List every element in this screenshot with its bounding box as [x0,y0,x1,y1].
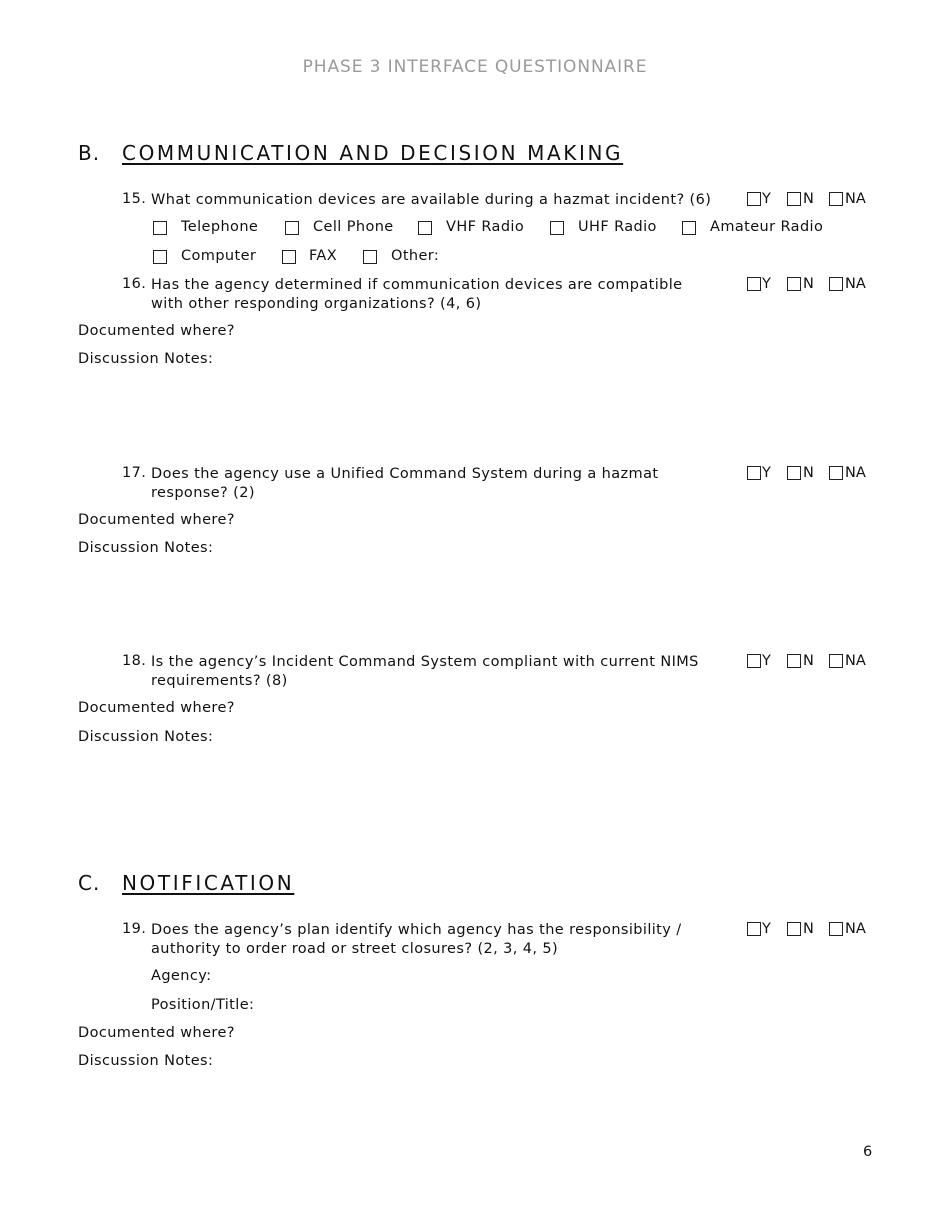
device-fax-label: FAX [309,248,338,264]
q19-discussion-notes: Discussion Notes: [78,1053,214,1069]
device-uhf-radio-label: UHF Radio [578,219,657,235]
section-c-title: NOTIFICATION [122,871,295,895]
q18-na-checkbox[interactable] [829,654,843,668]
q18-documented-where: Documented where? [78,700,235,716]
section-c-letter: C. [78,871,101,895]
question-15-number: 15. [122,191,147,207]
q19-na-label: NA [845,921,866,937]
q16-na-checkbox[interactable] [829,277,843,291]
q16-yes-label: Y [762,276,771,292]
q19-no-label: N [803,921,814,937]
q17-documented-where: Documented where? [78,512,235,528]
question-17-number: 17. [122,465,147,481]
q15-yes-checkbox[interactable] [747,192,761,206]
device-other-label: Other: [391,248,440,264]
q17-discussion-notes: Discussion Notes: [78,540,214,556]
device-computer-checkbox[interactable] [153,250,167,264]
section-b-title: COMMUNICATION AND DECISION MAKING [122,141,624,165]
question-15-text: What communication devices are available during a hazmat incident? (6) [151,192,712,208]
section-b-letter: B. [78,141,101,165]
device-computer-label: Computer [181,248,257,264]
document-header: PHASE 3 INTERFACE QUESTIONNAIRE [302,57,648,77]
q18-discussion-notes: Discussion Notes: [78,729,214,745]
question-16-text: Has the agency determined if communication devices are compatible with other responding organizations? (4, 6) [151,277,683,312]
q16-documented-where: Documented where? [78,323,235,339]
q19-documented-where: Documented where? [78,1025,235,1041]
device-amateur-radio-checkbox[interactable] [682,221,696,235]
q16-no-label: N [803,276,814,292]
q19-na-checkbox[interactable] [829,922,843,936]
device-cell-phone-checkbox[interactable] [285,221,299,235]
q17-na-label: NA [845,465,866,481]
q18-no-label: N [803,653,814,669]
question-17-text: Does the agency use a Unified Command System during a hazmat response? (2) [151,466,659,501]
q18-no-checkbox[interactable] [787,654,801,668]
q17-no-label: N [803,465,814,481]
q17-yes-label: Y [762,465,771,481]
q19-no-checkbox[interactable] [787,922,801,936]
q15-yes-label: Y [762,191,771,207]
q17-na-checkbox[interactable] [829,466,843,480]
q19-yes-checkbox[interactable] [747,922,761,936]
q19-agency-label: Agency: [151,968,212,984]
q18-yes-label: Y [762,653,771,669]
device-telephone-checkbox[interactable] [153,221,167,235]
q15-na-label: NA [845,191,866,207]
question-18-number: 18. [122,653,147,669]
q16-discussion-notes: Discussion Notes: [78,351,214,367]
q15-na-checkbox[interactable] [829,192,843,206]
q15-no-label: N [803,191,814,207]
device-cell-phone-label: Cell Phone [313,219,394,235]
device-amateur-radio-label: Amateur Radio [710,219,824,235]
q16-yes-checkbox[interactable] [747,277,761,291]
q19-yes-label: Y [762,921,771,937]
device-vhf-radio-label: VHF Radio [446,219,525,235]
question-19-number: 19. [122,921,147,937]
device-other-checkbox[interactable] [363,250,377,264]
question-18-text: Is the agency’s Incident Command System compliant with current NIMS requirements? (8) [151,654,699,689]
q17-yes-checkbox[interactable] [747,466,761,480]
q15-no-checkbox[interactable] [787,192,801,206]
q18-yes-checkbox[interactable] [747,654,761,668]
q19-position-title-label: Position/Title: [151,997,255,1013]
page-number: 6 [863,1144,873,1160]
question-16-number: 16. [122,276,147,292]
device-fax-checkbox[interactable] [282,250,296,264]
question-19-text: Does the agency’s plan identify which agency has the responsibility / authority to order road or street closures? (2, 3, 4, 5) [151,922,682,957]
device-uhf-radio-checkbox[interactable] [550,221,564,235]
q17-no-checkbox[interactable] [787,466,801,480]
device-telephone-label: Telephone [181,219,259,235]
device-vhf-radio-checkbox[interactable] [418,221,432,235]
q18-na-label: NA [845,653,866,669]
q16-na-label: NA [845,276,866,292]
q16-no-checkbox[interactable] [787,277,801,291]
